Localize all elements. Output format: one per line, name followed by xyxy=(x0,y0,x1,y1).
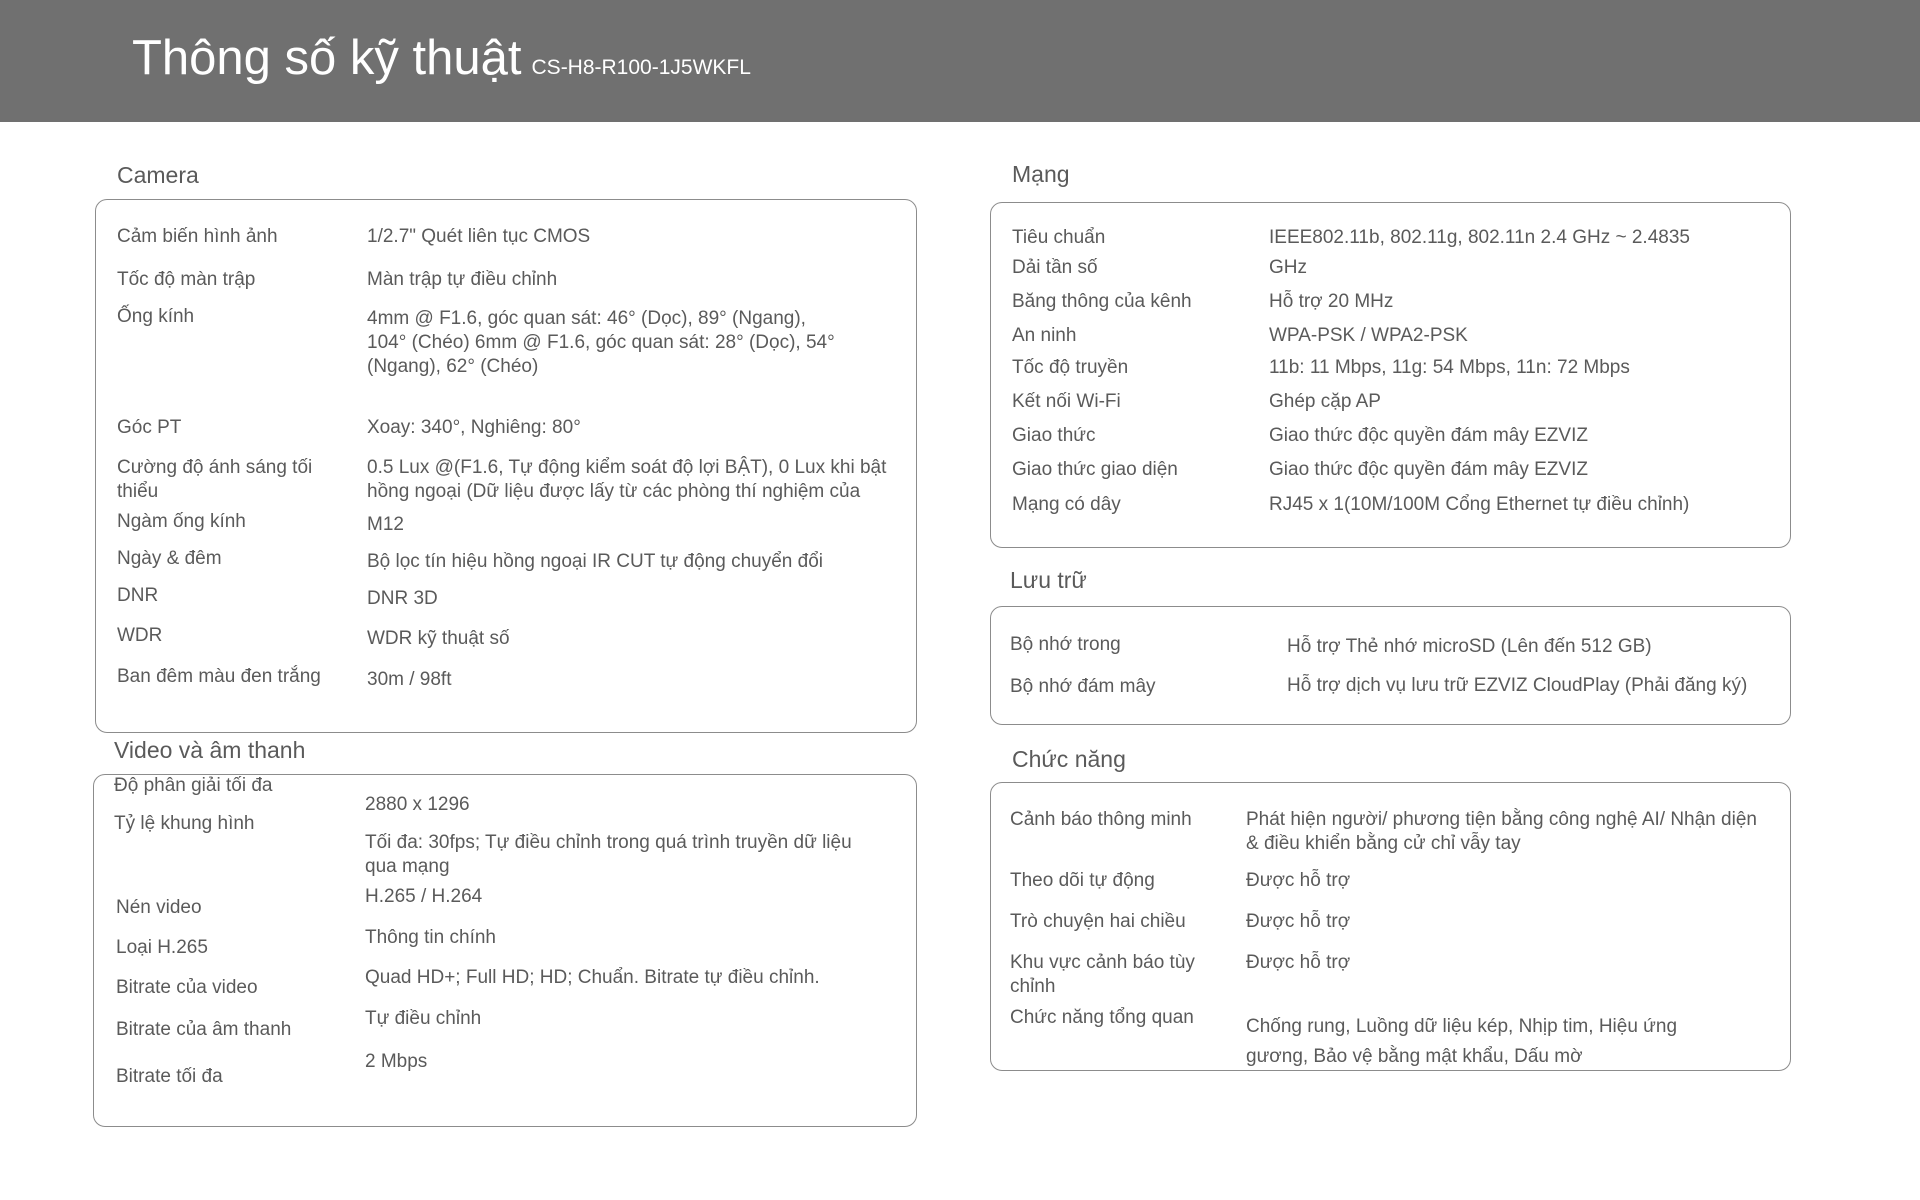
storage-section-title: Lưu trữ xyxy=(1010,567,1087,593)
camera-label: Ống kính xyxy=(117,306,195,327)
network-label: Dải tần số xyxy=(1012,257,1098,278)
camera-section-title: Camera xyxy=(117,162,199,188)
camera-value: 30m / 98ft xyxy=(367,669,452,690)
network-value: 11b: 11 Mbps, 11g: 54 Mbps, 11n: 72 Mbps xyxy=(1269,357,1630,378)
storage-box xyxy=(990,606,1791,725)
video-value: Tối đa: 30fps; Tự điều chỉnh trong quá trình truyền dữ liệu qua mạng xyxy=(365,832,852,877)
network-value: RJ45 x 1(10M/100M Cổng Ethernet tự điều chỉnh) xyxy=(1269,494,1690,515)
storage-value: Hỗ trợ Thẻ nhớ microSD (Lên đến 512 GB) xyxy=(1287,636,1652,657)
camera-label: Ngàm ống kính xyxy=(117,511,246,532)
network-value: GHz xyxy=(1269,257,1307,278)
functions-label: Trò chuyện hai chiều xyxy=(1010,911,1186,932)
camera-value: 4mm @ F1.6, góc quan sát: 46° (Dọc), 89° (Ngang), 104° (Chéo) 6mm @ F1.6, góc quan sát: 28° (Dọc), 54° (Ngang), 62° (Chéo) xyxy=(367,308,835,377)
video-value: 2880 x 1296 xyxy=(365,794,470,815)
camera-label: Ngày & đêm xyxy=(117,548,222,569)
video-value: H.265 / H.264 xyxy=(365,886,483,907)
network-label: Tiêu chuẩn xyxy=(1012,227,1106,248)
video-label: Bitrate tối đa xyxy=(116,1066,223,1087)
functions-section-title: Chức năng xyxy=(1012,746,1126,772)
camera-label: Góc PT xyxy=(117,417,182,438)
camera-value: M12 xyxy=(367,514,404,535)
network-value: Giao thức độc quyền đám mây EZVIZ xyxy=(1269,459,1588,480)
functions-value: Được hỗ trợ xyxy=(1246,911,1351,932)
video-value: Thông tin chính xyxy=(365,927,496,948)
camera-label: Ban đêm màu đen trắng xyxy=(117,666,321,687)
video-label: Nén video xyxy=(116,897,202,918)
network-value: Hỗ trợ 20 MHz xyxy=(1269,291,1394,312)
camera-value: 1/2.7" Quét liên tục CMOS xyxy=(367,226,591,247)
camera-label: WDR xyxy=(117,625,163,646)
storage-value: Hỗ trợ dịch vụ lưu trữ EZVIZ CloudPlay (Phải đăng ký) xyxy=(1287,675,1748,696)
network-section-title: Mạng xyxy=(1012,161,1070,187)
video-label: Độ phân giải tối đa xyxy=(114,775,273,796)
network-label: Giao thức xyxy=(1012,425,1096,446)
camera-value: DNR 3D xyxy=(367,588,438,609)
functions-label: Chức năng tổng quan xyxy=(1010,1007,1194,1028)
functions-value: Phát hiện người/ phương tiện bằng công nghệ AI/ Nhận diện & điều khiển bằng cử chỉ vẫy tay xyxy=(1246,809,1757,854)
network-value: IEEE802.11b, 802.11g, 802.11n 2.4 GHz ~ 2.4835 xyxy=(1269,227,1690,248)
network-value: Ghép cặp AP xyxy=(1269,391,1381,412)
video-value: Tự điều chỉnh xyxy=(365,1008,482,1029)
network-label: Băng thông của kênh xyxy=(1012,291,1192,312)
video-value: Quad HD+; Full HD; HD; Chuẩn. Bitrate tự điều chỉnh. xyxy=(365,967,820,988)
camera-value: 0.5 Lux @(F1.6, Tự động kiểm soát độ lợi BẬT), 0 Lux khi bật hồng ngoại (Dữ liệu được lấy từ các phòng thí nghiệm của xyxy=(367,457,887,502)
functions-value: Được hỗ trợ xyxy=(1246,870,1351,891)
video-label: Bitrate của âm thanh xyxy=(116,1019,292,1040)
video-label: Tỷ lệ khung hình xyxy=(114,813,255,834)
video-label: Loại H.265 xyxy=(116,937,208,958)
camera-value: WDR kỹ thuật số xyxy=(367,628,510,649)
functions-value: Được hỗ trợ xyxy=(1246,952,1351,973)
page-title xyxy=(132,30,751,86)
camera-label: Tốc độ màn trập xyxy=(117,269,256,290)
functions-value: Chống rung, Luồng dữ liệu kép, Nhịp tim, Hiệu ứng gương, Bảo vệ bằng mật khẩu, Dấu mờ xyxy=(1246,1016,1678,1067)
network-label: Mạng có dây xyxy=(1012,494,1121,515)
network-label: Giao thức giao diện xyxy=(1012,459,1178,480)
camera-value: Màn trập tự điều chỉnh xyxy=(367,269,558,290)
functions-label: Khu vực cảnh báo tùy chỉnh xyxy=(1010,952,1195,997)
header-bar xyxy=(0,0,1920,122)
storage-label: Bộ nhớ đám mây xyxy=(1010,676,1156,697)
network-label: An ninh xyxy=(1012,325,1077,346)
functions-label: Cảnh báo thông minh xyxy=(1010,809,1192,830)
functions-label: Theo dõi tự động xyxy=(1010,870,1155,891)
camera-value: Xoay: 340°, Nghiêng: 80° xyxy=(367,417,581,438)
page-title-text: Thông số kỹ thuật xyxy=(132,31,522,85)
network-label: Kết nối Wi-Fi xyxy=(1012,391,1121,412)
camera-label: Cảm biến hình ảnh xyxy=(117,226,278,247)
video-label: Bitrate của video xyxy=(116,977,258,998)
video-value: 2 Mbps xyxy=(365,1051,428,1072)
network-value: Giao thức độc quyền đám mây EZVIZ xyxy=(1269,425,1588,446)
camera-value: Bộ lọc tín hiệu hồng ngoại IR CUT tự động chuyển đổi xyxy=(367,551,823,572)
video-section-title: Video và âm thanh xyxy=(114,737,306,763)
camera-label: DNR xyxy=(117,585,159,606)
model-number: CS-H8-R100-1J5WKFL xyxy=(531,56,751,79)
camera-label: Cường độ ánh sáng tối thiểu xyxy=(117,457,313,502)
network-label: Tốc độ truyền xyxy=(1012,357,1129,378)
storage-label: Bộ nhớ trong xyxy=(1010,634,1121,655)
network-value: WPA-PSK / WPA2-PSK xyxy=(1269,325,1468,346)
